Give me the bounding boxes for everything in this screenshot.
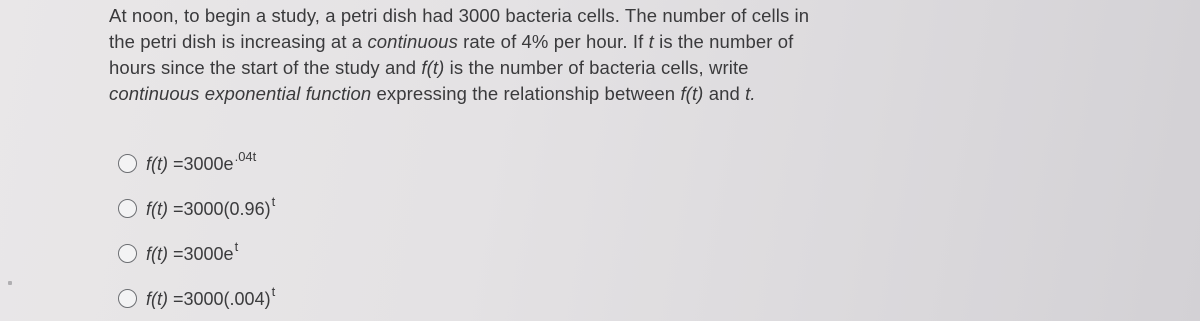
question-text-emphasis: continuous exponential function [109, 83, 372, 104]
question-text-variable: t [648, 31, 654, 52]
answer-option-b[interactable] [118, 193, 275, 223]
question-line-2 [109, 29, 929, 55]
answer-option-a[interactable] [118, 148, 256, 178]
question-text [109, 3, 929, 107]
screen-edge-mark [8, 281, 12, 285]
option-expression: =3000e [168, 154, 234, 174]
option-function: f(t) [146, 289, 168, 309]
option-expression: =3000(.004) [168, 289, 271, 309]
question-text-segment: is the number of [653, 31, 794, 52]
answer-option-c-label [146, 241, 238, 265]
option-exponent: t [234, 239, 239, 254]
radio-button-a[interactable] [118, 154, 137, 173]
answer-option-a-label [146, 151, 256, 175]
option-function: f(t) [146, 244, 168, 264]
question-text-segment: the petri dish is increasing at a [109, 31, 368, 52]
option-exponent: .04t [234, 149, 257, 164]
option-expression: =3000e [168, 244, 234, 264]
question-text-segment: and [703, 83, 746, 104]
question-text-segment: rate of 4% per hour. If [457, 31, 649, 52]
question-text-variable: t. [745, 83, 756, 104]
question-line-1: At noon, to begin a study, a petri dish had 3000 bacteria cells. The number of cells in [109, 5, 810, 26]
option-exponent: t [271, 194, 276, 209]
option-exponent: t [271, 284, 276, 299]
question-text-segment: expressing the relationship between [371, 83, 681, 104]
question-text-segment: is the number of bacteria cells, write [444, 57, 749, 78]
radio-button-b[interactable] [118, 199, 137, 218]
question-text-function: f(t) [680, 83, 704, 104]
radio-button-c[interactable] [118, 244, 137, 263]
question-text-emphasis: continuous [367, 31, 458, 52]
question-text-segment: hours since the start of the study and [109, 57, 422, 78]
question-text-function: f(t) [421, 57, 445, 78]
option-function: f(t) [146, 154, 168, 174]
radio-button-d[interactable] [118, 289, 137, 308]
answer-option-b-label [146, 196, 275, 220]
answer-option-c[interactable] [118, 238, 238, 268]
answer-option-d-label [146, 286, 275, 310]
option-function: f(t) [146, 199, 168, 219]
answer-option-d[interactable] [118, 283, 275, 313]
question-line-3 [109, 55, 929, 81]
question-line-4 [109, 81, 929, 107]
option-expression: =3000(0.96) [168, 199, 271, 219]
